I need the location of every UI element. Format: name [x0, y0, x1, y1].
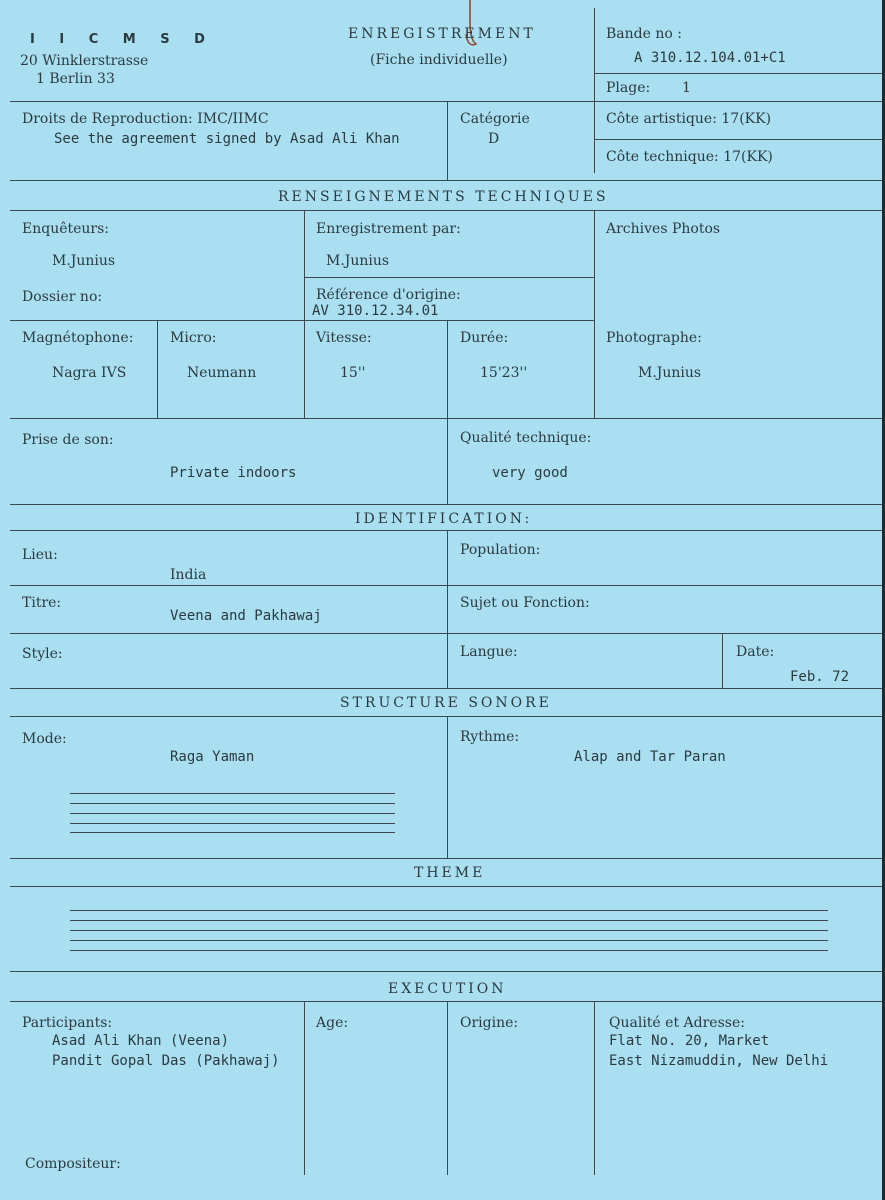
participant-item: Asad Ali Khan (Veena): [52, 1033, 230, 1049]
cote-artistique-label: Côte artistique:: [606, 111, 717, 127]
population-label: Population:: [460, 542, 541, 558]
magnetophone-value: Nagra IVS: [52, 365, 127, 381]
origine-label: Origine:: [460, 1015, 519, 1031]
form-subtitle: (Fiche individuelle): [370, 52, 508, 68]
qualite-technique-label: Qualité technique:: [460, 430, 592, 446]
bande-value: A 310.12.104.01+C1: [634, 50, 786, 66]
qualite-adresse-label: Qualité et Adresse:: [609, 1015, 745, 1031]
section-title-theme: THEME: [414, 865, 486, 881]
sujet-label: Sujet ou Fonction:: [460, 595, 590, 611]
rythme-label: Rythme:: [460, 729, 520, 745]
prise-de-son-value: Private indoors: [170, 465, 297, 481]
cote-artistique: [606, 110, 771, 128]
micro-value: Neumann: [187, 365, 257, 381]
vitesse-label: Vitesse:: [316, 330, 372, 346]
lieu-label: Lieu:: [22, 547, 58, 563]
bande-label: Bande no :: [606, 26, 682, 42]
section-title-execution: EXECUTION: [388, 981, 507, 997]
cote-technique: [606, 148, 773, 166]
style-label: Style:: [22, 646, 63, 662]
photographe-value: M.Junius: [638, 365, 702, 381]
titre-value: Veena and Pakhawaj: [170, 608, 322, 624]
titre-label: Titre:: [22, 595, 62, 611]
langue-label: Langue:: [460, 644, 518, 660]
rythme-value: Alap and Tar Paran: [574, 749, 726, 765]
duree-label: Durée:: [460, 330, 509, 346]
droits-label: [22, 110, 269, 128]
section-title-structure: STRUCTURE SONORE: [340, 695, 552, 711]
enqueteurs-value: M.Junius: [52, 253, 116, 269]
plage-value: 1: [682, 80, 691, 96]
section-title-technical: RENSEIGNEMENTS TECHNIQUES: [278, 189, 609, 205]
form-title: ENREGISTREMENT: [348, 26, 536, 42]
date-value: Feb. 72: [790, 669, 850, 685]
prise-de-son-label: Prise de son:: [22, 432, 114, 448]
participant-item: Pandit Gopal Das (Pakhawaj): [52, 1053, 280, 1069]
enregistrement-par-value: M.Junius: [326, 253, 390, 269]
adresse-line: East Nizamuddin, New Delhi: [609, 1053, 829, 1069]
qualite-technique-value: very good: [492, 465, 568, 481]
cote-technique-value: 17(KK): [723, 149, 773, 165]
reference-value: AV 310.12.34.01: [312, 303, 439, 319]
vitesse-value: 15'': [340, 365, 366, 381]
adresse-line: Flat No. 20, Market: [609, 1033, 770, 1049]
date-label: Date:: [736, 644, 775, 660]
rights-note: See the agreement signed by Asad Ali Khan: [54, 131, 400, 147]
droits-value: IMC/IIMC: [197, 111, 269, 127]
mode-label: Mode:: [22, 731, 67, 747]
categorie-value: D: [488, 131, 500, 147]
section-title-identification: IDENTIFICATION:: [355, 511, 533, 527]
age-label: Age:: [316, 1015, 349, 1031]
categorie-label: Catégorie: [460, 111, 530, 127]
mode-value: Raga Yaman: [170, 749, 255, 765]
droits-label-text: Droits de Reproduction:: [22, 111, 193, 127]
plage-label: Plage:: [606, 80, 651, 96]
photographe-label: Photographe:: [606, 330, 702, 346]
compositeur-label: Compositeur:: [25, 1156, 121, 1172]
participants-label: Participants:: [22, 1015, 113, 1031]
cote-technique-label: Côte technique:: [606, 149, 719, 165]
org-logo: I I C M S D: [30, 32, 215, 47]
dossier-label: Dossier no:: [22, 289, 103, 305]
archives-photos-label: Archives Photos: [606, 221, 721, 237]
enregistrement-par-label: Enregistrement par:: [316, 221, 461, 237]
org-address-line-1: 20 Winklerstrasse: [20, 53, 149, 69]
magnetophone-label: Magnétophone:: [22, 330, 134, 346]
lieu-value: India: [170, 567, 207, 583]
enqueteurs-label: Enquêteurs:: [22, 221, 110, 237]
org-address-line-2: 1 Berlin 33: [36, 71, 115, 87]
cote-artistique-value: 17(KK): [721, 111, 772, 127]
micro-label: Micro:: [170, 330, 217, 346]
reference-label: Référence d'origine:: [316, 287, 461, 303]
duree-value: 15'23'': [480, 365, 528, 381]
